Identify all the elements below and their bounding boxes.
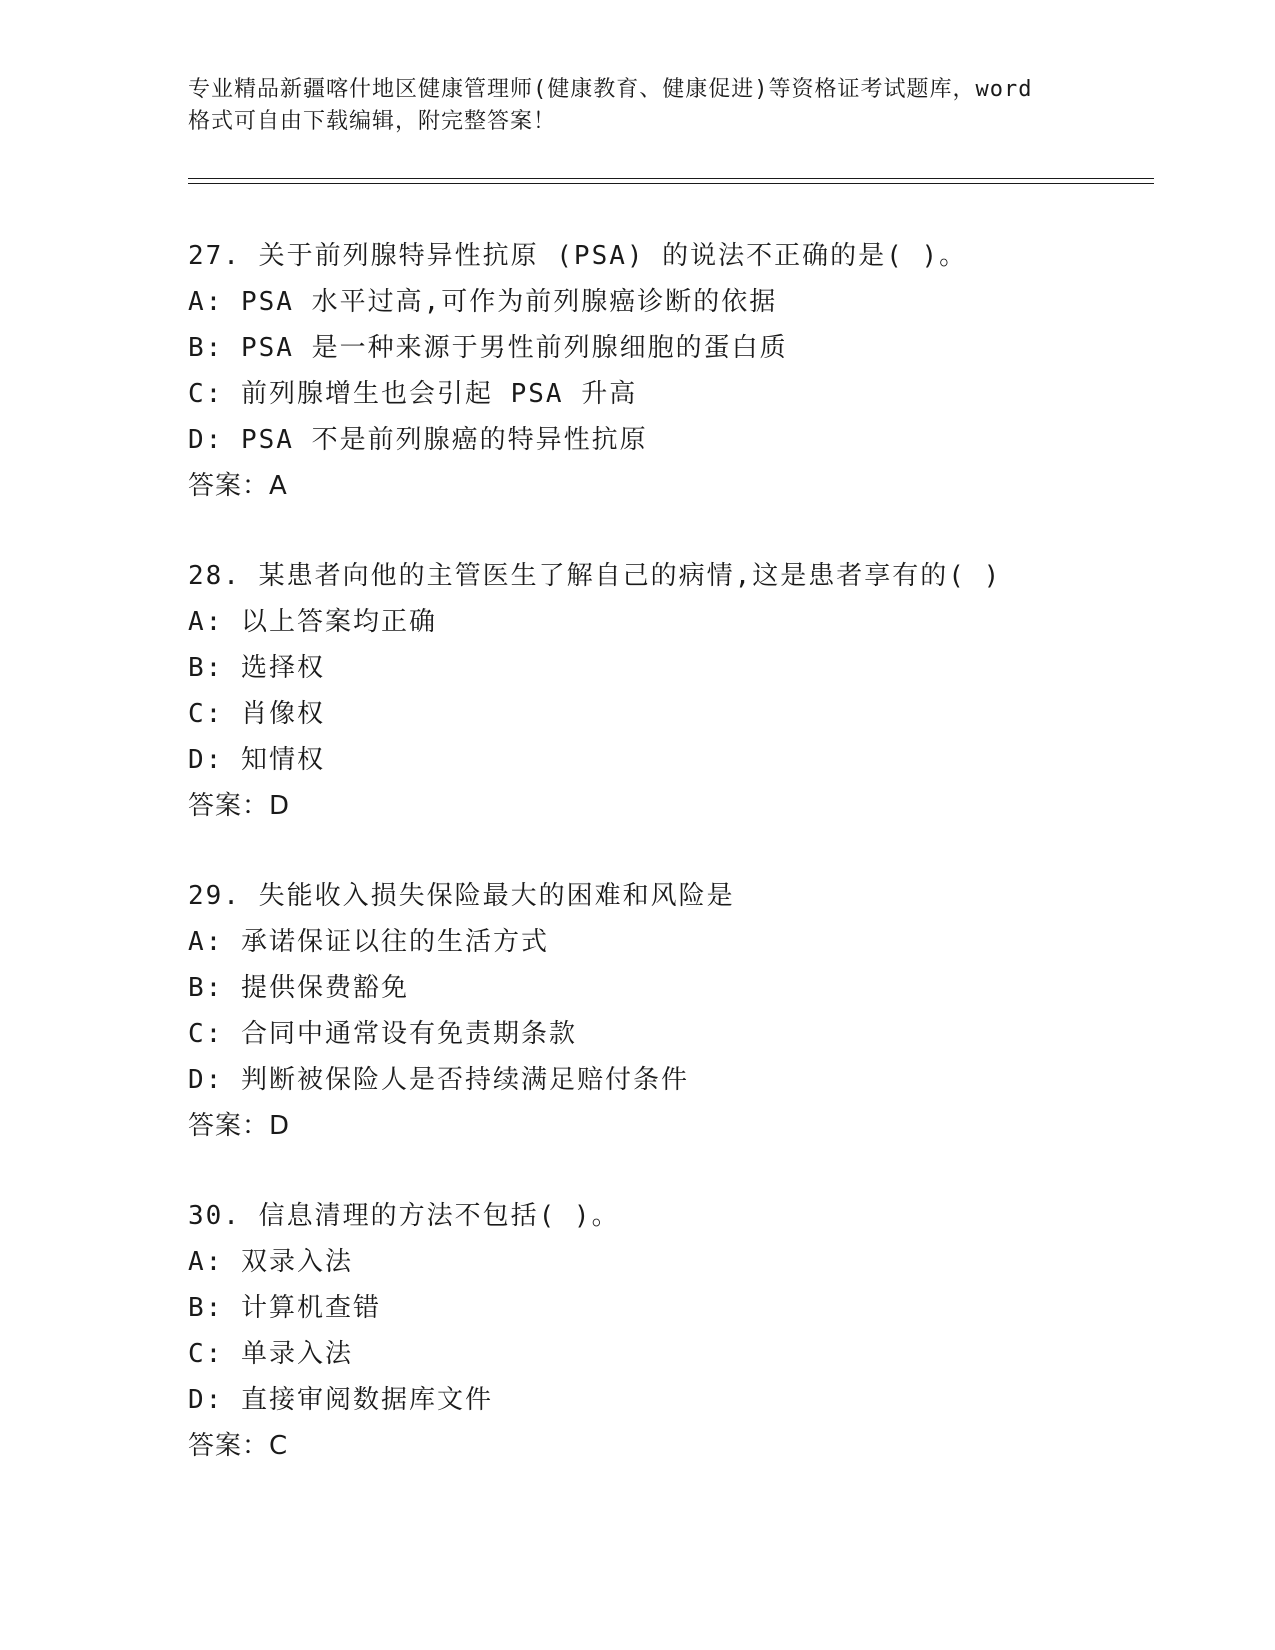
question-30 xyxy=(188,1193,1168,1469)
option-b: B: 提供保费豁免 xyxy=(188,973,409,1003)
option-a: A: 承诺保证以往的生活方式 xyxy=(188,927,549,957)
answer: 答案：C xyxy=(188,1431,289,1461)
answer: 答案：D xyxy=(188,1111,291,1141)
option-d: D: 知情权 xyxy=(188,745,325,775)
option-b: B: 选择权 xyxy=(188,653,325,683)
header-divider-bottom xyxy=(188,183,1154,184)
question-29 xyxy=(188,873,1168,1149)
option-a: A: PSA 水平过高,可作为前列腺癌诊断的依据 xyxy=(188,287,778,317)
option-d: D: PSA 不是前列腺癌的特异性抗原 xyxy=(188,425,648,455)
answer: 答案：A xyxy=(188,471,288,501)
question-28 xyxy=(188,553,1168,829)
question-stem: 30. 信息清理的方法不包括( )。 xyxy=(188,1201,620,1231)
question-stem: 27. 关于前列腺特异性抗原 (PSA) 的说法不正确的是( )。 xyxy=(188,241,968,271)
question-27 xyxy=(188,233,1168,509)
document-header xyxy=(188,74,1088,138)
option-a: A: 双录入法 xyxy=(188,1247,353,1277)
answer: 答案：D xyxy=(188,791,291,821)
header-line-2: 格式可自由下载编辑，附完整答案！ xyxy=(188,109,557,134)
question-stem: 29. 失能收入损失保险最大的困难和风险是 xyxy=(188,881,735,911)
header-divider-top xyxy=(188,178,1154,179)
option-b: B: PSA 是一种来源于男性前列腺细胞的蛋白质 xyxy=(188,333,788,363)
header-line-1: 专业精品新疆喀什地区健康管理师(健康教育、健康促进)等资格证考试题库，word xyxy=(188,77,1033,102)
option-d: D: 判断被保险人是否持续满足赔付条件 xyxy=(188,1065,689,1095)
option-b: B: 计算机查错 xyxy=(188,1293,381,1323)
option-c: C: 单录入法 xyxy=(188,1339,353,1369)
option-c: C: 前列腺增生也会引起 PSA 升高 xyxy=(188,379,638,409)
option-a: A: 以上答案均正确 xyxy=(188,607,437,637)
question-stem: 28. 某患者向他的主管医生了解自己的病情,这是患者享有的( ) xyxy=(188,561,1002,591)
option-c: C: 合同中通常设有免责期条款 xyxy=(188,1019,577,1049)
option-c: C: 肖像权 xyxy=(188,699,325,729)
option-d: D: 直接审阅数据库文件 xyxy=(188,1385,493,1415)
